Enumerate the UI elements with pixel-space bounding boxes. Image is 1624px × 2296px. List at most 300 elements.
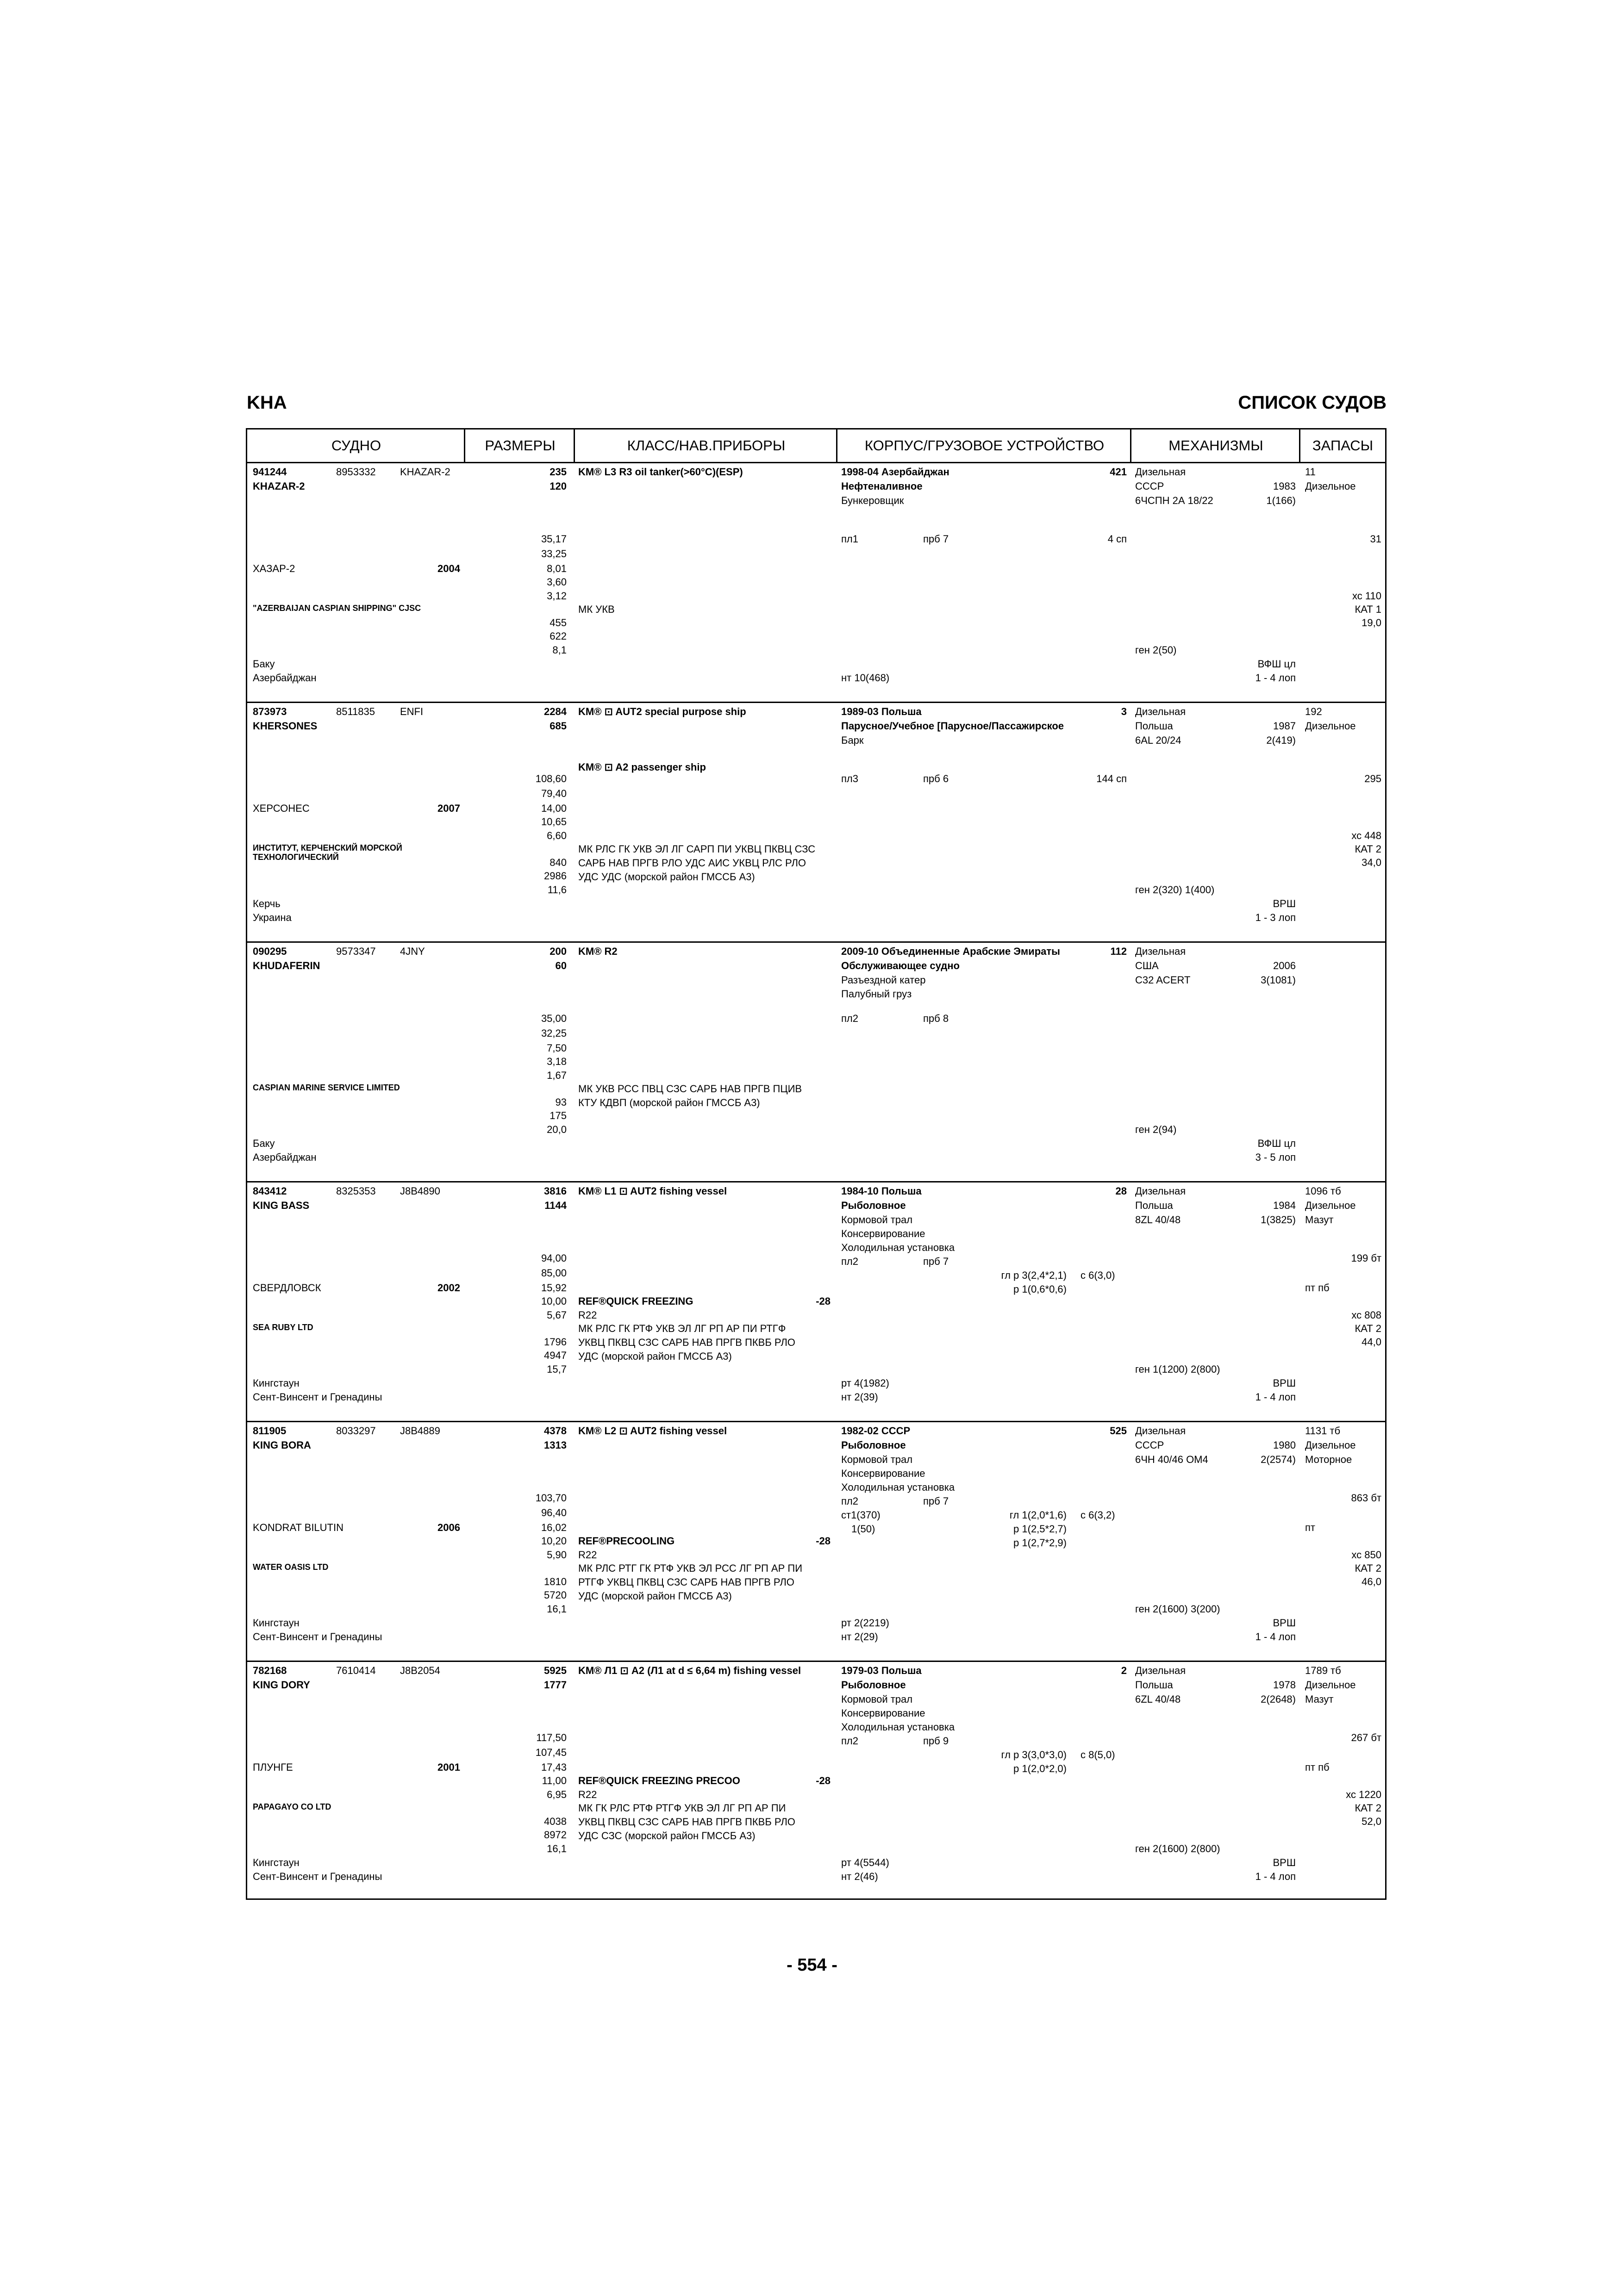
engine-model: 6ЧСПН 2А 18/22 bbox=[1135, 495, 1213, 506]
generators: ген 2(94) bbox=[1135, 1124, 1177, 1135]
engine-type: Дизельная bbox=[1135, 706, 1186, 717]
stores-fuel-capacity: 1096 тб bbox=[1305, 1185, 1341, 1197]
dimension-value: 5,67 bbox=[547, 1309, 567, 1321]
owner-name: CASPIAN MARINE SERVICE LIMITED bbox=[253, 1083, 400, 1092]
imo-number: 8325353 bbox=[336, 1185, 376, 1197]
hull-feature: Кормовой трал bbox=[841, 1693, 913, 1705]
stores-fuel-capacity: 1131 тб bbox=[1305, 1425, 1341, 1437]
dimension-value: 3,12 bbox=[547, 590, 567, 602]
dimension-value: 10,20 bbox=[541, 1535, 567, 1547]
dimension-value: 7,50 bbox=[547, 1042, 567, 1054]
class-notation-2: KM® ⊡ A2 passenger ship bbox=[578, 761, 706, 773]
dimension-value: 35,00 bbox=[541, 1013, 567, 1024]
build-date-country: 2009-10 Объединенные Арабские Эмираты bbox=[841, 946, 1060, 957]
ship-entry bbox=[247, 703, 1385, 943]
cargo-gear: ст1(370) bbox=[841, 1509, 881, 1521]
dimension-value: 5720 bbox=[544, 1589, 567, 1601]
stores-fuel-type: Дизельное bbox=[1305, 1200, 1356, 1211]
build-date-country: 1998-04 Азербайджан bbox=[841, 466, 949, 478]
engine-model: 8ZL 40/48 bbox=[1135, 1214, 1181, 1226]
stores-category: КАТ 2 bbox=[1355, 843, 1381, 855]
class-notation: KM® Л1 ⊡ A2 (Л1 at d ≤ 6,64 m) fishing vessel bbox=[578, 1665, 801, 1676]
dimension-value: 103,70 bbox=[535, 1492, 567, 1504]
refrigeration-temp: -28 bbox=[816, 1295, 831, 1307]
call-sign: KHAZAR-2 bbox=[400, 466, 450, 478]
engine-model: C32 ACERT bbox=[1135, 974, 1191, 986]
tank-capacity: нт 10(468) bbox=[841, 672, 890, 684]
stores-fresh-water: пт пб bbox=[1305, 1282, 1330, 1294]
engine-year: 1978 bbox=[1273, 1679, 1296, 1691]
nav-equipment: МК ГК РЛС РТФ РТГФ УКВ ЭЛ ЛГ РП АР ПИ bbox=[578, 1802, 786, 1814]
page-number: - 554 - bbox=[787, 1955, 837, 1975]
hull-feature: Консервирование bbox=[841, 1228, 925, 1239]
stores-range: хс 110 bbox=[1352, 590, 1381, 602]
engine-power: 1(3825) bbox=[1261, 1214, 1296, 1226]
holds: прб 8 bbox=[923, 1013, 949, 1024]
nav-equipment: КТУ КДВП (морской район ГМССБ А3) bbox=[578, 1097, 760, 1108]
stores-water: 31 bbox=[1370, 533, 1381, 545]
dimension-value: 17,43 bbox=[541, 1761, 567, 1773]
tank-capacity: нт 2(29) bbox=[841, 1631, 878, 1643]
dimension-value: 1144 bbox=[544, 1200, 567, 1211]
port-of-registry: Баку bbox=[253, 658, 275, 670]
stores-endurance: 52,0 bbox=[1362, 1816, 1381, 1827]
propeller-type: ВРШ bbox=[1273, 898, 1296, 909]
yard-number: 28 bbox=[1115, 1185, 1127, 1197]
engine-country: Польша bbox=[1135, 1679, 1173, 1691]
nav-equipment: УКВЦ ПКВЦ СЗС САРБ НАВ ПРГВ ПКВБ РЛО bbox=[578, 1816, 795, 1828]
tank-capacity: рт 2(2219) bbox=[841, 1617, 889, 1629]
header-left: KHA bbox=[247, 392, 287, 413]
build-date-country: 1989-03 Польша bbox=[841, 706, 922, 717]
owner-name: "AZERBAIJAN CASPIAN SHIPPING" CJSC bbox=[253, 604, 421, 613]
dimension-value: 235 bbox=[550, 466, 567, 478]
stores-water: 863 бт bbox=[1351, 1492, 1381, 1504]
call-sign: 4JNY bbox=[400, 946, 425, 957]
stores-range: хс 1220 bbox=[1346, 1789, 1381, 1800]
generators: ген 2(50) bbox=[1135, 644, 1177, 656]
nav-equipment: УДС (морской район ГМССБ А3) bbox=[578, 1350, 732, 1362]
nav-equipment: МК РЛС РТГ ГК РТФ УКВ ЭЛ РСС ЛГ РП АР ПИ bbox=[578, 1562, 803, 1574]
imo-number: 9573347 bbox=[336, 946, 376, 957]
stores-endurance: 44,0 bbox=[1362, 1336, 1381, 1348]
port-of-registry: Керчь bbox=[253, 898, 281, 909]
nav-equipment: САРБ НАВ ПРГВ РЛО УДС АИС УКВЦ РЛС РЛО bbox=[578, 857, 806, 869]
tank-capacity: нт 2(46) bbox=[841, 1871, 878, 1882]
ship-type: Рыболовное bbox=[841, 1679, 906, 1691]
crane-info: с 6(3,0) bbox=[1081, 1269, 1115, 1281]
engine-type: Дизельная bbox=[1135, 946, 1186, 957]
holds: прб 7 bbox=[923, 1256, 949, 1267]
class-notation: KM® L2 ⊡ AUT2 fishing vessel bbox=[578, 1425, 727, 1437]
propeller-blades: 1 - 3 лоп bbox=[1255, 912, 1296, 923]
hull-feature: Барк bbox=[841, 734, 864, 746]
propeller-blades: 1 - 4 лоп bbox=[1255, 1631, 1296, 1643]
hull-feature: Холодильная установка bbox=[841, 1721, 955, 1733]
column-divider bbox=[464, 429, 465, 463]
decks: пл2 bbox=[841, 1735, 858, 1747]
owner-name: ИНСТИТУТ, КЕРЧЕНСКИЙ МОРСКОЙ ТЕХНОЛОГИЧЕСКИЙ bbox=[253, 843, 402, 862]
dimension-value: 20,0 bbox=[547, 1124, 567, 1135]
dimension-value: 8,01 bbox=[547, 563, 567, 574]
dimension-value: 455 bbox=[550, 617, 567, 628]
dimension-value: 2986 bbox=[544, 870, 567, 882]
former-name: ХАЗАР-2 bbox=[253, 563, 295, 574]
owner-name: PAPAGAYO CO LTD bbox=[253, 1802, 331, 1811]
holds: прб 7 bbox=[923, 1495, 949, 1507]
engine-country: Польша bbox=[1135, 1200, 1173, 1211]
register-number: 873973 bbox=[253, 706, 287, 717]
stores-range: хс 448 bbox=[1351, 830, 1381, 841]
hull-feature: Холодильная установка bbox=[841, 1242, 955, 1253]
imo-number: 7610414 bbox=[336, 1665, 376, 1676]
owner-name: SEA RUBY LTD bbox=[253, 1323, 313, 1332]
dimension-value: 3816 bbox=[544, 1185, 567, 1197]
crane-info: с 6(3,2) bbox=[1081, 1509, 1115, 1521]
stores-water: 199 бт bbox=[1351, 1252, 1381, 1264]
column-header-hull: КОРПУС/ГРУЗОВОЕ УСТРОЙСТВО bbox=[837, 429, 1131, 463]
header-right: СПИСОК СУДОВ bbox=[1238, 392, 1387, 413]
decks: пл3 bbox=[841, 773, 858, 784]
tank-capacity: нт 2(39) bbox=[841, 1391, 878, 1403]
build-date-country: 1984-10 Польша bbox=[841, 1185, 922, 1197]
hatch-size: р 1(2,0*2,0) bbox=[1013, 1763, 1067, 1774]
register-number: 811905 bbox=[253, 1425, 287, 1437]
hull-feature: Бункеровщик bbox=[841, 495, 904, 506]
stores-endurance: 34,0 bbox=[1362, 857, 1381, 868]
dimension-value: 15,7 bbox=[547, 1363, 567, 1375]
engine-power: 3(1081) bbox=[1261, 974, 1296, 986]
former-name: СВЕРДЛОВСК bbox=[253, 1282, 321, 1294]
dimension-value: 175 bbox=[550, 1110, 567, 1121]
hull-extra: 144 сп bbox=[1096, 773, 1127, 784]
flag-country: Украина bbox=[253, 912, 292, 923]
stores-fresh-water: пт bbox=[1305, 1522, 1315, 1533]
call-sign: ENFI bbox=[400, 706, 424, 717]
dimension-value: 1777 bbox=[544, 1679, 567, 1691]
hull-feature: Консервирование bbox=[841, 1468, 925, 1479]
yard-number: 525 bbox=[1110, 1425, 1127, 1437]
yard-number: 421 bbox=[1110, 466, 1127, 478]
engine-type: Дизельная bbox=[1135, 1185, 1186, 1197]
propeller-type: ВРШ bbox=[1273, 1377, 1296, 1389]
ship-list-table bbox=[246, 428, 1387, 1900]
build-date-country: 1982-02 СССР bbox=[841, 1425, 911, 1437]
decks: пл2 bbox=[841, 1013, 858, 1024]
refrigerant: R22 bbox=[578, 1549, 597, 1561]
column-divider bbox=[1299, 429, 1300, 463]
flag-country: Азербайджан bbox=[253, 1151, 317, 1163]
column-divider bbox=[1130, 429, 1131, 463]
dimension-value: 32,25 bbox=[541, 1027, 567, 1039]
nav-equipment: РТГФ УКВЦ ПКВЦ СЗС САРБ НАВ ПРГВ РЛО bbox=[578, 1576, 794, 1588]
ship-entry bbox=[247, 463, 1385, 703]
flag-country: Сент-Винсент и Гренадины bbox=[253, 1871, 382, 1882]
ship-entry bbox=[247, 1662, 1385, 1902]
holds: прб 9 bbox=[923, 1735, 949, 1747]
dimension-value: 1,67 bbox=[547, 1070, 567, 1081]
hatch-size: гл р 3(3,0*3,0) bbox=[1001, 1749, 1067, 1761]
dimension-value: 622 bbox=[550, 630, 567, 642]
imo-number: 8953332 bbox=[336, 466, 376, 478]
ship-name: KING DORY bbox=[253, 1679, 310, 1691]
owner-name: WATER OASIS LTD bbox=[253, 1562, 329, 1572]
hull-feature: Разъездной катер bbox=[841, 974, 926, 986]
hull-feature: Палубный груз bbox=[841, 988, 912, 1000]
stores-fuel-type-2: Мазут bbox=[1305, 1214, 1334, 1226]
year-renamed: 2002 bbox=[437, 1282, 460, 1294]
refrigeration-temp: -28 bbox=[816, 1775, 831, 1786]
stores-range: хс 808 bbox=[1351, 1309, 1381, 1321]
cargo-gear: 1(50) bbox=[851, 1523, 875, 1535]
ship-name: KHAZAR-2 bbox=[253, 480, 305, 492]
dimension-value: 5925 bbox=[544, 1665, 567, 1676]
nav-equipment: МК УКВ РСС ПВЦ СЗС САРБ НАВ ПРГВ ПЦИВ bbox=[578, 1083, 802, 1095]
stores-fuel-type: Дизельное bbox=[1305, 480, 1356, 492]
ship-type: Парусное/Учебное [Парусное/Пассажирское bbox=[841, 720, 1064, 732]
propeller-type: ВФШ цл bbox=[1257, 658, 1296, 670]
engine-year: 1980 bbox=[1273, 1439, 1296, 1451]
dimension-value: 8972 bbox=[544, 1829, 567, 1841]
ship-name: KHERSONES bbox=[253, 720, 318, 732]
ship-type: Нефтеналивное bbox=[841, 480, 923, 492]
engine-year: 2006 bbox=[1273, 960, 1296, 971]
dimension-value: 3,60 bbox=[547, 576, 567, 588]
nav-equipment: УДС СЗС (морской район ГМССБ А3) bbox=[578, 1830, 756, 1842]
stores-fuel-capacity: 1789 тб bbox=[1305, 1665, 1341, 1676]
engine-power: 1(166) bbox=[1266, 495, 1296, 506]
decks: пл1 bbox=[841, 533, 858, 545]
generators: ген 2(320) 1(400) bbox=[1135, 884, 1215, 896]
dimension-value: 16,02 bbox=[541, 1522, 567, 1533]
stores-fuel-type: Дизельное bbox=[1305, 1439, 1356, 1451]
former-name: ХЕРСОНЕС bbox=[253, 803, 310, 814]
engine-year: 1987 bbox=[1273, 720, 1296, 732]
holds: прб 6 bbox=[923, 773, 949, 784]
propeller-type: ВФШ цл bbox=[1257, 1138, 1296, 1149]
engine-model: 6ZL 40/48 bbox=[1135, 1693, 1181, 1705]
flag-country: Сент-Винсент и Гренадины bbox=[253, 1631, 382, 1643]
stores-fuel-type: Дизельное bbox=[1305, 1679, 1356, 1691]
imo-number: 8511835 bbox=[336, 706, 375, 717]
engine-year: 1984 bbox=[1273, 1200, 1296, 1211]
engine-power: 2(2648) bbox=[1261, 1693, 1296, 1705]
call-sign: J8B2054 bbox=[400, 1665, 440, 1676]
dimension-value: 33,25 bbox=[541, 548, 567, 560]
stores-category: КАТ 2 bbox=[1355, 1323, 1381, 1334]
hull-extra: 4 сп bbox=[1107, 533, 1127, 545]
dimension-value: 1796 bbox=[544, 1336, 567, 1348]
ship-type: Рыболовное bbox=[841, 1200, 906, 1211]
register-number: 843412 bbox=[253, 1185, 287, 1197]
engine-power: 2(2574) bbox=[1261, 1454, 1296, 1465]
ship-name: KING BORA bbox=[253, 1439, 311, 1451]
ship-type: Обслуживающее судно bbox=[841, 960, 960, 971]
dimension-value: 107,45 bbox=[535, 1747, 567, 1758]
engine-country: СССР bbox=[1135, 1439, 1164, 1451]
engine-country: США bbox=[1135, 960, 1159, 971]
propeller-blades: 3 - 5 лоп bbox=[1255, 1151, 1296, 1163]
tank-capacity: рт 4(5544) bbox=[841, 1857, 889, 1868]
refrigerant: R22 bbox=[578, 1309, 597, 1321]
generators: ген 2(1600) 2(800) bbox=[1135, 1843, 1220, 1854]
dimension-value: 120 bbox=[550, 480, 567, 492]
dimension-value: 200 bbox=[550, 946, 567, 957]
dimension-value: 4947 bbox=[544, 1350, 567, 1361]
hull-feature: Кормовой трал bbox=[841, 1454, 913, 1465]
engine-country: Польша bbox=[1135, 720, 1173, 732]
propeller-blades: 1 - 4 лоп bbox=[1255, 1391, 1296, 1403]
hatch-size: р 1(2,5*2,7) bbox=[1013, 1523, 1067, 1535]
ship-name: KING BASS bbox=[253, 1200, 310, 1211]
call-sign: J8B4889 bbox=[400, 1425, 440, 1437]
imo-number: 8033297 bbox=[336, 1425, 376, 1437]
hull-feature: Холодильная установка bbox=[841, 1481, 955, 1493]
engine-year: 1983 bbox=[1273, 480, 1296, 492]
engine-type: Дизельная bbox=[1135, 466, 1186, 478]
dimension-value: 6,95 bbox=[547, 1789, 567, 1800]
year-renamed: 2007 bbox=[437, 803, 460, 814]
call-sign: J8B4890 bbox=[400, 1185, 440, 1197]
dimension-value: 15,92 bbox=[541, 1282, 567, 1294]
refrigeration-class: REF®QUICK FREEZING bbox=[578, 1295, 693, 1307]
dimension-value: 11,00 bbox=[542, 1775, 567, 1786]
refrigeration-class: REF®QUICK FREEZING PRECOO bbox=[578, 1775, 740, 1786]
stores-fuel-type: Дизельное bbox=[1305, 720, 1356, 732]
dimension-value: 5,90 bbox=[547, 1549, 567, 1561]
propeller-blades: 1 - 4 лоп bbox=[1255, 1871, 1296, 1882]
engine-model: 6AL 20/24 bbox=[1135, 734, 1181, 746]
stores-fuel-type-2: Моторное bbox=[1305, 1454, 1352, 1465]
column-divider bbox=[836, 429, 837, 463]
ship-entry bbox=[247, 943, 1385, 1182]
crane-info: с 8(5,0) bbox=[1081, 1749, 1115, 1761]
stores-water: 295 bbox=[1364, 773, 1381, 784]
stores-endurance: 46,0 bbox=[1362, 1576, 1381, 1587]
ship-entry bbox=[247, 1182, 1385, 1422]
year-renamed: 2004 bbox=[437, 563, 460, 574]
class-notation: KM® R2 bbox=[578, 946, 618, 957]
dimension-value: 6,60 bbox=[547, 830, 567, 841]
port-of-registry: Кингстаун bbox=[253, 1857, 300, 1868]
nav-equipment: УДС УДС (морской район ГМССБ А3) bbox=[578, 871, 755, 883]
stores-fuel-capacity: 11 bbox=[1305, 466, 1316, 478]
dimension-value: 1313 bbox=[544, 1439, 567, 1451]
generators: ген 2(1600) 3(200) bbox=[1135, 1603, 1220, 1615]
dimension-value: 60 bbox=[555, 960, 567, 971]
yard-number: 112 bbox=[1110, 946, 1127, 957]
year-renamed: 2006 bbox=[437, 1522, 460, 1533]
dimension-value: 11,6 bbox=[547, 884, 567, 896]
port-of-registry: Баку bbox=[253, 1138, 275, 1149]
engine-type: Дизельная bbox=[1135, 1665, 1186, 1676]
engine-country: СССР bbox=[1135, 480, 1164, 492]
column-header-class: КЛАСС/НАВ.ПРИБОРЫ bbox=[575, 429, 837, 463]
hatch-size: гл р 3(2,4*2,1) bbox=[1001, 1269, 1067, 1281]
class-notation: KM® ⊡ AUT2 special purpose ship bbox=[578, 706, 746, 717]
dimension-value: 108,60 bbox=[535, 773, 567, 784]
stores-fresh-water: пт пб bbox=[1305, 1761, 1330, 1773]
hull-feature: Кормовой трал bbox=[841, 1214, 913, 1226]
register-number: 941244 bbox=[253, 466, 287, 478]
dimension-value: 4378 bbox=[544, 1425, 567, 1437]
nav-equipment: МК РЛС ГК РТФ УКВ ЭЛ ЛГ РП АР ПИ РТГФ bbox=[578, 1323, 786, 1334]
dimension-value: 117,50 bbox=[536, 1732, 567, 1743]
ship-type: Рыболовное bbox=[841, 1439, 906, 1451]
stores-fuel-capacity: 192 bbox=[1305, 706, 1322, 717]
column-header-dimensions: РАЗМЕРЫ bbox=[465, 429, 575, 463]
dimension-value: 8,1 bbox=[552, 644, 567, 656]
dimension-value: 96,40 bbox=[541, 1507, 567, 1518]
flag-country: Азербайджан bbox=[253, 672, 317, 684]
register-number: 090295 bbox=[253, 946, 287, 957]
dimension-value: 16,1 bbox=[547, 1843, 567, 1854]
refrigerant: R22 bbox=[578, 1789, 597, 1800]
engine-power: 2(419) bbox=[1266, 734, 1296, 746]
port-of-registry: Кингстаун bbox=[253, 1377, 300, 1389]
class-notation: KM® L3 R3 oil tanker(>60°C)(ESP) bbox=[578, 466, 743, 478]
stores-endurance: 19,0 bbox=[1362, 617, 1381, 628]
dimension-value: 79,40 bbox=[541, 788, 567, 799]
engine-type: Дизельная bbox=[1135, 1425, 1186, 1437]
stores-category: КАТ 2 bbox=[1355, 1562, 1381, 1574]
year-renamed: 2001 bbox=[437, 1761, 460, 1773]
stores-water: 267 бт bbox=[1351, 1732, 1381, 1743]
dimension-value: 14,00 bbox=[541, 803, 567, 814]
column-header-ship: СУДНО bbox=[247, 429, 465, 463]
dimension-value: 10,65 bbox=[541, 816, 567, 828]
dimension-value: 1810 bbox=[544, 1576, 567, 1587]
tank-capacity: рт 4(1982) bbox=[841, 1377, 889, 1389]
column-header-stores: ЗАПАСЫ bbox=[1300, 429, 1385, 463]
dimension-value: 4038 bbox=[544, 1816, 567, 1827]
build-date-country: 1979-03 Польша bbox=[841, 1665, 922, 1676]
ship-entry bbox=[247, 1422, 1385, 1662]
propeller-type: ВРШ bbox=[1273, 1857, 1296, 1868]
dimension-value: 10,00 bbox=[541, 1295, 567, 1307]
hatch-size: р 1(0,6*0,6) bbox=[1013, 1283, 1067, 1295]
decks: пл2 bbox=[841, 1256, 858, 1267]
hatch-size: гл 1(2,0*1,6) bbox=[1009, 1509, 1067, 1521]
register-number: 782168 bbox=[253, 1665, 287, 1676]
former-name: ПЛУНГЕ bbox=[253, 1761, 293, 1773]
stores-fuel-type-2: Мазут bbox=[1305, 1693, 1334, 1705]
stores-category: КАТ 1 bbox=[1355, 604, 1381, 615]
dimension-value: 93 bbox=[555, 1096, 567, 1108]
yard-number: 2 bbox=[1121, 1665, 1127, 1676]
column-header-machinery: МЕХАНИЗМЫ bbox=[1131, 429, 1300, 463]
dimension-value: 16,1 bbox=[547, 1603, 567, 1615]
dimension-value: 94,00 bbox=[541, 1252, 567, 1264]
former-name: KONDRAT BILUTIN bbox=[253, 1522, 344, 1533]
dimension-value: 2284 bbox=[544, 706, 567, 717]
class-notation: KM® L1 ⊡ AUT2 fishing vessel bbox=[578, 1185, 727, 1197]
nav-equipment: МК УКВ bbox=[578, 604, 615, 615]
propeller-blades: 1 - 4 лоп bbox=[1255, 672, 1296, 684]
dimension-value: 35,17 bbox=[541, 533, 567, 545]
column-divider bbox=[574, 429, 575, 463]
generators: ген 1(1200) 2(800) bbox=[1135, 1363, 1220, 1375]
yard-number: 3 bbox=[1121, 706, 1127, 717]
nav-equipment: МК РЛС ГК УКВ ЭЛ ЛГ САРП ПИ УКВЦ ПКВЦ СЗС bbox=[578, 843, 816, 855]
nav-equipment: УКВЦ ПКВЦ СЗС САРБ НАВ ПРГВ ПКВБ РЛО bbox=[578, 1337, 795, 1348]
decks: пл2 bbox=[841, 1495, 858, 1507]
port-of-registry: Кингстаун bbox=[253, 1617, 300, 1629]
refrigeration-temp: -28 bbox=[816, 1535, 831, 1547]
dimension-value: 685 bbox=[550, 720, 567, 732]
engine-model: 6ЧН 40/46 ОМ4 bbox=[1135, 1454, 1208, 1465]
nav-equipment: УДС (морской район ГМССБ А3) bbox=[578, 1590, 732, 1602]
